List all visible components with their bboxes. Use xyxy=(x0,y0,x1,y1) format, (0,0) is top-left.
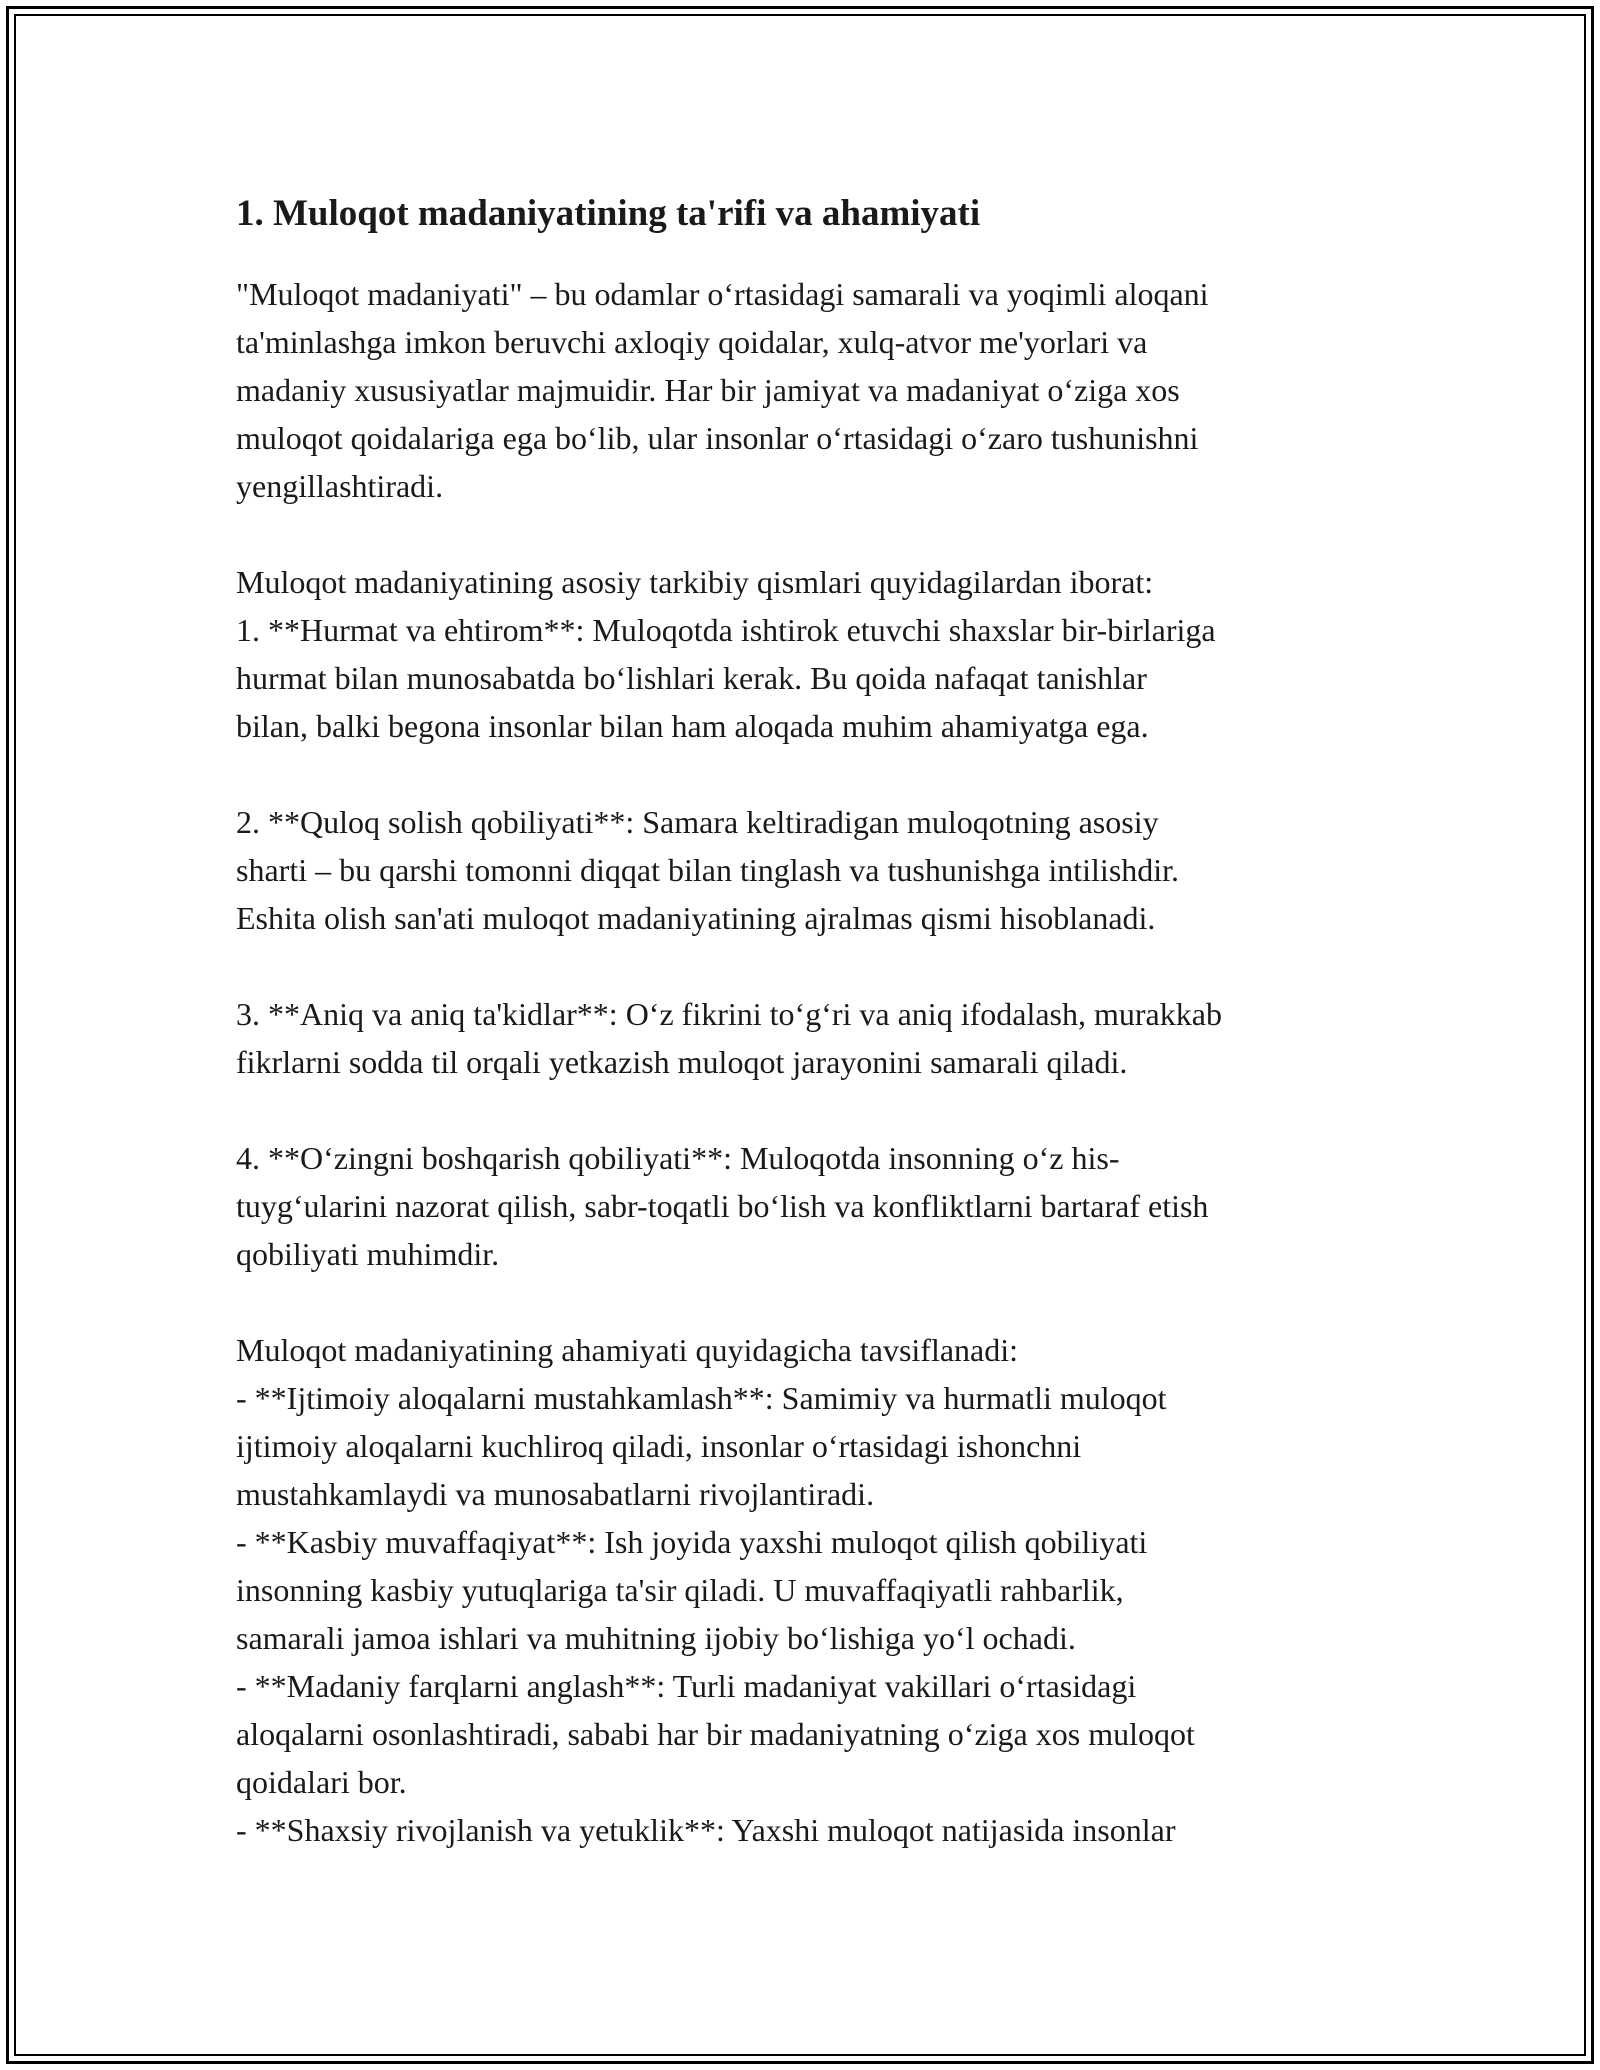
text-line: hurmat bilan munosabatda bo‘lishlari kerak. Bu qoida nafaqat tanishlar xyxy=(236,660,1147,696)
text-line: fikrlarni sodda til orqali yetkazish muloqot jarayonini samarali qiladi. xyxy=(236,1044,1128,1080)
text-line: muloqot qoidalariga ega bo‘lib, ular insonlar o‘rtasidagi o‘zaro tushunishni xyxy=(236,420,1199,456)
text-line: "Muloqot madaniyati" – bu odamlar o‘rtasidagi samarali va yoqimli aloqani xyxy=(236,276,1209,312)
text-line: madaniy xususiyatlar majmuidir. Har bir jamiyat va madaniyat o‘ziga xos xyxy=(236,372,1180,408)
text-line: ta'minlashga imkon beruvchi axloqiy qoidalar, xulq-atvor me'yorlari va xyxy=(236,324,1148,360)
importance-intro: Muloqot madaniyatining ahamiyati quyidagicha tavsiflanadi: xyxy=(236,1332,1019,1368)
text-line: 3. **Aniq va aniq ta'kidlar**: O‘z fikrini to‘g‘ri va aniq ifodalash, murakkab xyxy=(236,996,1222,1032)
text-line: yengillashtiradi. xyxy=(236,468,444,504)
text-line: 2. **Quloq solish qobiliyati**: Samara keltiradigan muloqotning asosiy xyxy=(236,804,1159,840)
document-page xyxy=(236,188,1426,1854)
text-line: tuyg‘ularini nazorat qilish, sabr-toqatli bo‘lish va konfliktlarni bartaraf etish xyxy=(236,1188,1209,1224)
text-line: 4. **O‘zingni boshqarish qobiliyati**: Muloqotda insonning o‘z his- xyxy=(236,1140,1120,1176)
spacer xyxy=(236,1086,1426,1134)
text-line: mustahkamlaydi va munosabatlarni rivojlantiradi. xyxy=(236,1476,875,1512)
text-line: aloqalarni osonlashtiradi, sababi har bir madaniyatning o‘ziga xos muloqot xyxy=(236,1716,1195,1752)
text-line: insonning kasbiy yutuqlariga ta'sir qiladi. U muvaffaqiyatli rahbarlik, xyxy=(236,1572,1124,1608)
text-line: samarali jamoa ishlari va muhitning ijobiy bo‘lishiga yo‘l ochadi. xyxy=(236,1620,1076,1656)
text-line: sharti – bu qarshi tomonni diqqat bilan tinglash va tushunishga intilishdir. xyxy=(236,852,1180,888)
text-line: ijtimoiy aloqalarni kuchliroq qiladi, insonlar o‘rtasidagi ishonchni xyxy=(236,1428,1082,1464)
spacer xyxy=(236,510,1426,558)
spacer xyxy=(236,750,1426,798)
components-intro: Muloqot madaniyatining asosiy tarkibiy qismlari quyidagilardan iborat: xyxy=(236,564,1154,600)
components-list xyxy=(236,558,1426,1278)
text-line: bilan, balki begona insonlar bilan ham aloqada muhim ahamiyatga ega. xyxy=(236,708,1149,744)
text-line: - **Shaxsiy rivojlanish va yetuklik**: Yaxshi muloqot natijasida insonlar xyxy=(236,1812,1176,1848)
importance-list xyxy=(236,1326,1426,1854)
spacer xyxy=(236,1278,1426,1326)
text-line: - **Kasbiy muvaffaqiyat**: Ish joyida yaxshi muloqot qilish qobiliyati xyxy=(236,1524,1148,1560)
text-line: qoidalari bor. xyxy=(236,1764,407,1800)
spacer xyxy=(236,942,1426,990)
text-line: 1. **Hurmat va ehtirom**: Muloqotda ishtirok etuvchi shaxslar bir-birlariga xyxy=(236,612,1216,648)
definition-paragraph xyxy=(236,270,1426,510)
section-heading: 1. Muloqot madaniyatining ta'rifi va ahamiyati xyxy=(236,193,981,234)
text-line: qobiliyati muhimdir. xyxy=(236,1236,500,1272)
text-line: - **Ijtimoiy aloqalarni mustahkamlash**: Samimiy va hurmatli muloqot xyxy=(236,1380,1167,1416)
text-line: Eshita olish san'ati muloqot madaniyatining ajralmas qismi hisoblanadi. xyxy=(236,900,1156,936)
text-line: - **Madaniy farqlarni anglash**: Turli madaniyat vakillari o‘rtasidagi xyxy=(236,1668,1137,1704)
